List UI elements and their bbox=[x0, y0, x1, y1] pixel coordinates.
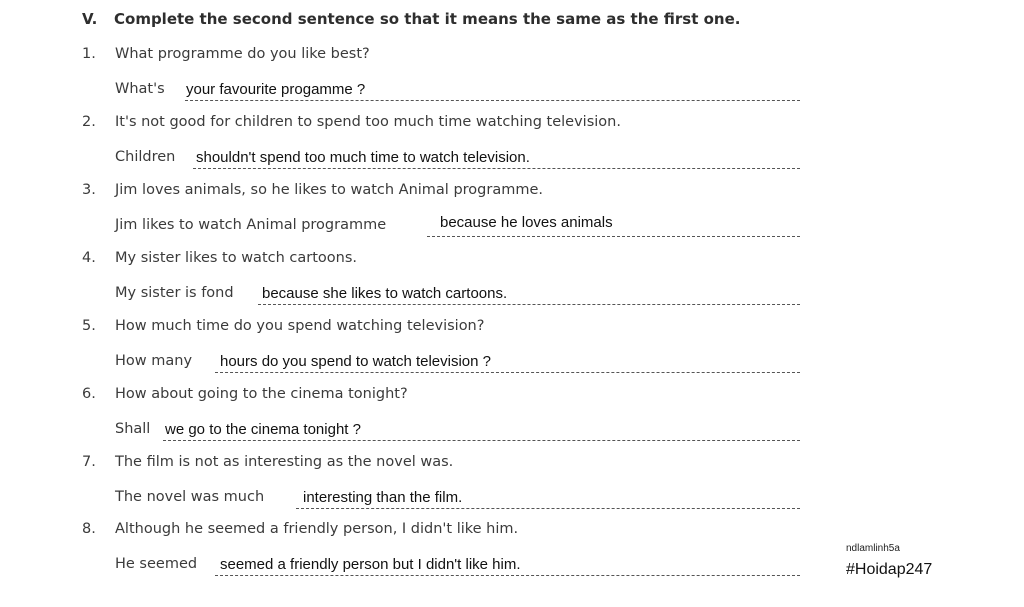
answer-blank bbox=[185, 100, 800, 101]
answer-prefix: How many bbox=[115, 353, 193, 369]
question-text: It's not good for children to spend too much time watching television. bbox=[115, 114, 621, 130]
answer-prefix: Jim likes to watch Animal programme bbox=[115, 217, 387, 233]
answer-line bbox=[115, 554, 800, 576]
answer-line bbox=[115, 215, 800, 237]
question-text: My sister likes to watch cartoons. bbox=[115, 250, 358, 266]
exercise-number: V. bbox=[82, 10, 98, 28]
site-hashtag: #Hoidap247 bbox=[846, 561, 933, 578]
answer-blank bbox=[296, 508, 800, 509]
answer-blank bbox=[193, 168, 800, 169]
answer-line bbox=[115, 147, 800, 169]
handwritten-answer: because she likes to watch cartoons. bbox=[262, 285, 508, 302]
item-number: 6. bbox=[82, 386, 96, 402]
handwritten-answer: shouldn't spend too much time to watch television. bbox=[196, 149, 530, 166]
question-line bbox=[82, 114, 621, 130]
answer-prefix: The novel was much bbox=[115, 489, 265, 505]
answer-blank bbox=[258, 304, 800, 305]
question-line bbox=[82, 318, 484, 334]
question-line bbox=[82, 182, 543, 198]
question-line bbox=[82, 454, 453, 470]
answer-blank bbox=[427, 236, 800, 237]
question-line bbox=[82, 386, 408, 402]
question-text: How about going to the cinema tonight? bbox=[115, 386, 408, 402]
answer-prefix: Shall bbox=[115, 421, 151, 437]
answer-blank bbox=[215, 372, 800, 373]
author-username: ndlamlinh5a bbox=[846, 543, 900, 554]
item-number: 5. bbox=[82, 318, 96, 334]
handwritten-answer: we go to the cinema tonight ? bbox=[165, 421, 361, 438]
answer-blank bbox=[163, 440, 800, 441]
question-text: What programme do you like best? bbox=[115, 46, 370, 62]
answer-prefix: My sister is fond bbox=[115, 285, 234, 301]
item-number: 8. bbox=[82, 521, 96, 537]
handwritten-answer: your favourite progamme ? bbox=[186, 81, 366, 98]
question-line bbox=[82, 521, 518, 537]
answer-prefix: He seemed bbox=[115, 556, 198, 572]
item-number: 3. bbox=[82, 182, 96, 198]
answer-prefix: Children bbox=[115, 149, 176, 165]
exercise-instruction: Complete the second sentence so that it means the same as the first one. bbox=[114, 10, 741, 28]
answer-line bbox=[115, 487, 800, 509]
item-number: 7. bbox=[82, 454, 96, 470]
question-text: Jim loves animals, so he likes to watch Animal programme. bbox=[115, 182, 543, 198]
question-text: Although he seemed a friendly person, I didn't like him. bbox=[115, 521, 519, 537]
question-text: The film is not as interesting as the novel was. bbox=[115, 454, 454, 470]
handwritten-answer: interesting than the film. bbox=[303, 489, 463, 506]
question-line bbox=[82, 46, 370, 62]
question-line bbox=[82, 250, 357, 266]
handwritten-answer: because he loves animals bbox=[440, 214, 613, 231]
item-number: 4. bbox=[82, 250, 96, 266]
answer-line bbox=[115, 79, 800, 101]
item-number: 1. bbox=[82, 46, 96, 62]
question-text: How much time do you spend watching television? bbox=[115, 318, 485, 334]
answer-line bbox=[115, 351, 800, 373]
handwritten-answer: hours do you spend to watch television ? bbox=[220, 353, 492, 370]
answer-prefix: What's bbox=[115, 81, 165, 97]
answer-blank bbox=[215, 575, 800, 576]
exercise-heading bbox=[82, 10, 740, 28]
item-number: 2. bbox=[82, 114, 96, 130]
answer-line bbox=[115, 419, 800, 441]
handwritten-answer: seemed a friendly person but I didn't like him. bbox=[220, 556, 521, 573]
answer-line bbox=[115, 283, 800, 305]
